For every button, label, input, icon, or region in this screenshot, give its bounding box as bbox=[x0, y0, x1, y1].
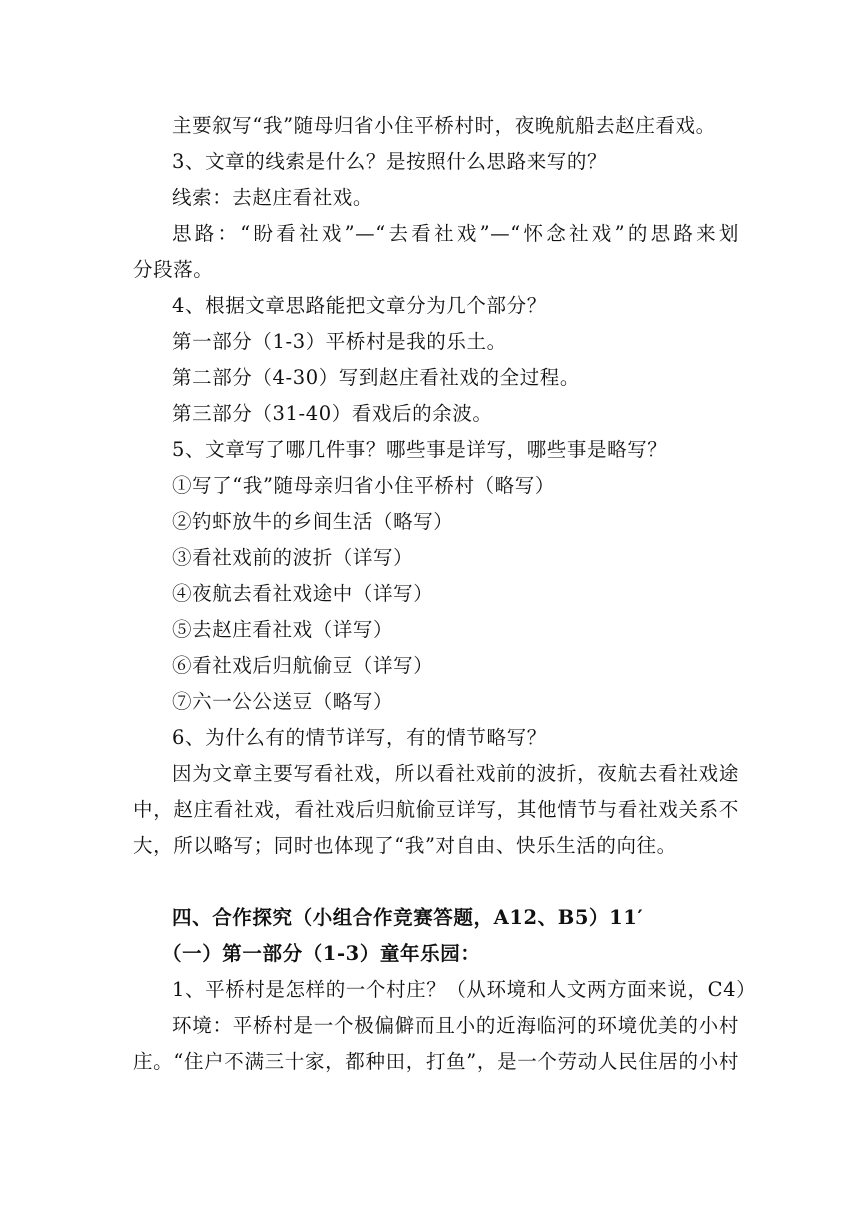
answer-train-of-thought-cont: 分段落。 bbox=[133, 258, 214, 281]
subsection-heading-1: （一）第一部分（1-3）童年乐园： bbox=[162, 942, 481, 965]
part-three: 第三部分（31-40）看戏后的余波。 bbox=[172, 402, 493, 425]
answer-environment-line-2: 庄。“住户不满三十家，都种田，打鱼”，是一个劳动人民住居的小村 bbox=[133, 1050, 739, 1073]
answer-6-line-1: 因为文章主要写看社戏，所以看社戏前的波折，夜航去看社戏途 bbox=[172, 762, 739, 785]
part-two: 第二部分（4-30）写到赵庄看社戏的全过程。 bbox=[172, 366, 581, 389]
part-one: 第一部分（1-3）平桥村是我的乐土。 bbox=[172, 330, 507, 353]
question-5: 5、文章写了哪几件事？哪些事是详写，哪些事是略写？ bbox=[172, 438, 668, 461]
event-item-5: ⑤去赵庄看社戏（详写） bbox=[172, 618, 394, 641]
event-item-4: ④夜航去看社戏途中（详写） bbox=[172, 582, 434, 605]
answer-train-of-thought: 思路：“盼看社戏”—“去看社戏”—“怀念社戏”的思路来划 bbox=[172, 222, 739, 245]
event-item-2: ②钓虾放牛的乡间生活（略写） bbox=[172, 510, 454, 533]
event-item-1: ①写了“我”随母亲归省小住平桥村（略写） bbox=[172, 474, 555, 497]
section-heading-4: 四、合作探究（小组合作竞赛答题，A12、B5）11′ bbox=[172, 906, 644, 929]
answer-6-line-3: 大，所以略写；同时也体现了“我”对自由、快乐生活的向往。 bbox=[133, 834, 677, 857]
question-3: 3、文章的线索是什么？是按照什么思路来写的？ bbox=[172, 150, 608, 173]
answer-clue: 线索：去赵庄看社戏。 bbox=[172, 186, 374, 209]
answer-6-line-2: 中，赵庄看社戏，看社戏后归航偷豆详写，其他情节与看社戏关系不 bbox=[133, 798, 739, 821]
answer-environment-line-1: 环境：平桥村是一个极偏僻而且小的近海临河的环境优美的小村 bbox=[172, 1014, 739, 1037]
question-village: 1、平桥村是怎样的一个村庄？（从环境和人文两方面来说，C4） bbox=[172, 978, 757, 1001]
event-item-3: ③看社戏前的波折（详写） bbox=[172, 546, 414, 569]
event-item-7: ⑦六一公公送豆（略写） bbox=[172, 690, 394, 713]
text-line-summary: 主要叙写“我”随母归省小住平桥村时，夜晚航船去赵庄看戏。 bbox=[172, 114, 716, 137]
event-item-6: ⑥看社戏后归航偷豆（详写） bbox=[172, 654, 434, 677]
question-4: 4、根据文章思路能把文章分为几个部分？ bbox=[172, 294, 547, 317]
question-6: 6、为什么有的情节详写，有的情节略写？ bbox=[172, 726, 547, 749]
